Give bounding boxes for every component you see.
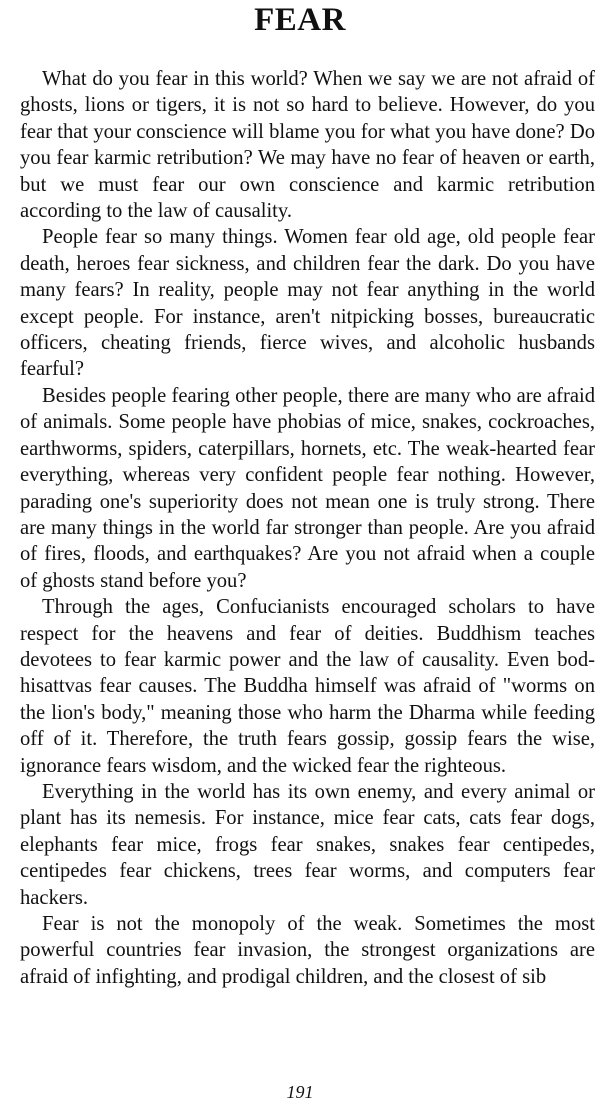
chapter-title: FEAR	[254, 2, 346, 38]
body-text	[20, 66, 595, 990]
paragraph: Besides people fearing other people, there are many who are afraid of animals. Some people have phobias of mice, snakes, cockroaches, earthworms, spiders, caterpillars, hornets, etc. The weak-hearted fear everything, whereas very confident people fear nothing. However, parading one's superiority does not mean one is truly strong. There are many things in the world far stronger than people. Are you afraid of fires, floods, and earthquakes? Are you not afraid when a couple of ghosts stand before you?	[20, 384, 595, 592]
paragraph: Through the ages, Confucianists encouraged scholars to have respect for the heavens and fear of deities. Buddhism teaches devotees to fear karmic power and the law of causality. Even bodhisattvas fear causes. The Buddha himself was afraid of "worms on the lion's body," meaning those who harm the Dharma while feeding off of it. Therefore, the truth fears gossip, gossip fears the wise, ignorance fears wisdom, and the wicked fear the righteous.	[20, 596, 595, 777]
paragraph: People fear so many things. Women fear old age, old people fear death, heroes fear sickness, and children fear the dark. Do you have many fears? In reality, people may not fear anything in the world except people. For instance, aren't nitpicking bosses, bureaucratic officers, cheating friends, fierce wives, and alcoholic husbands fearful?	[20, 226, 595, 381]
paragraph: Everything in the world has its own enemy, and every animal or plant has its nemesis. For instance, mice fear cats, cats fear dogs, elephants fear mice, frogs fear snakes, snakes fear centipedes, centipedes fear chickens, trees fear worms, and computers fear hackers.	[20, 780, 595, 909]
paragraph: Fear is not the monopoly of the weak. Sometimes the most powerful countries fear invasion, the strongest organizations are afraid of infighting, and prodigal children, and the closest of sib	[20, 913, 595, 988]
paragraph: What do you fear in this world? When we say we are not afraid of ghosts, lions or tigers, it is not so hard to believe. However, do you fear that your conscience will blame you for what you have done? Do you fear karmic retribution? We may have no fear of heaven or earth, but we must fear our own conscience and karmic retribution according to the law of causality.	[20, 68, 595, 223]
page-number: 191	[286, 1082, 314, 1102]
